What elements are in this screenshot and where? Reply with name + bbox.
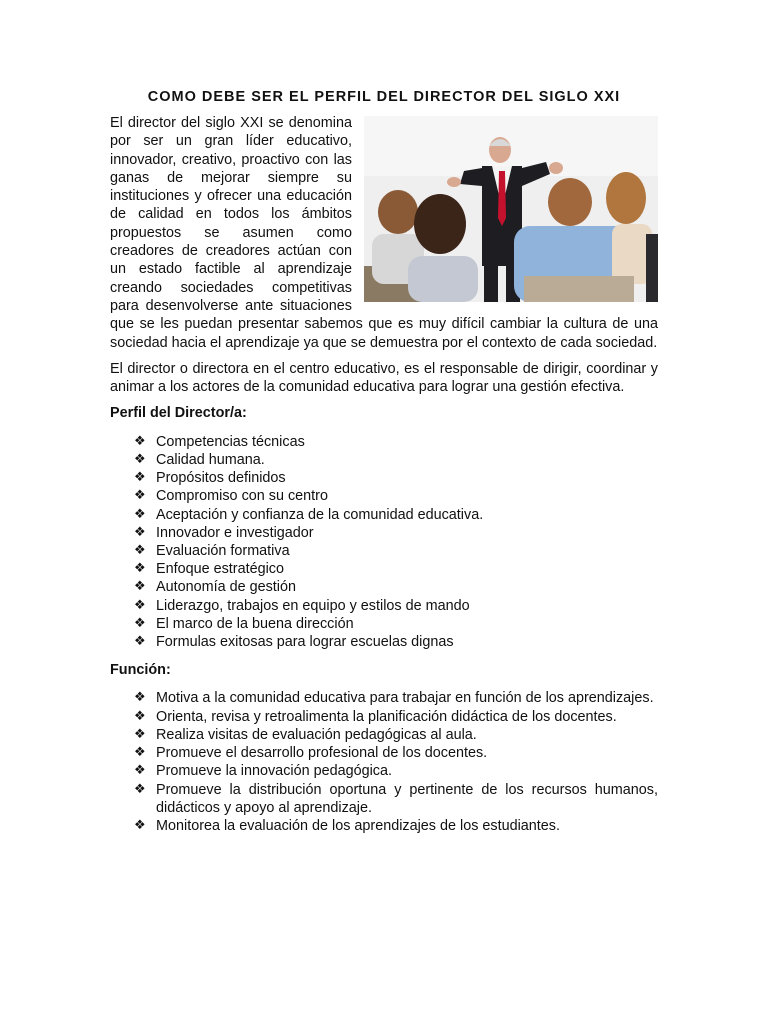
- perfil-heading: Perfil del Director/a:: [110, 405, 247, 422]
- document-page: [110, 88, 658, 845]
- bullet-icon: ❖: [134, 781, 146, 797]
- bullet-icon: ❖: [134, 763, 146, 779]
- list-item: ❖ Enfoque estratégico: [134, 561, 285, 578]
- bullet-icon: ❖: [134, 633, 146, 649]
- list-item: ❖ Aceptación y confianza de la comunidad educativa.: [134, 506, 484, 523]
- list-item: ❖ Orienta, revisa y retroalimenta la planificación didáctica de los docentes.: [134, 708, 617, 725]
- list-item: ❖ Motiva a la comunidad educativa para trabajar en función de los aprendizajes.: [134, 690, 654, 707]
- list-item: ❖ Promueve la innovación pedagógica.: [134, 763, 393, 780]
- funcion-list: [110, 689, 658, 835]
- list-item: ❖ Evaluación formativa: [134, 542, 290, 559]
- bullet-icon: ❖: [134, 690, 146, 706]
- bullet-icon: ❖: [134, 597, 146, 613]
- list-item: ❖ Realiza visitas de evaluación pedagógicas al aula.: [134, 726, 477, 743]
- bullet-icon: ❖: [134, 561, 146, 577]
- bullet-icon: ❖: [134, 506, 146, 522]
- list-item: ❖ Monitorea la evaluación de los aprendizajes de los estudiantes.: [134, 817, 560, 834]
- bullet-icon: ❖: [134, 708, 146, 724]
- list-item: ❖ El marco de la buena dirección: [134, 615, 354, 632]
- bullet-icon: ❖: [134, 726, 146, 742]
- bullet-icon: ❖: [134, 745, 146, 761]
- classroom-photo: [364, 116, 658, 302]
- bullet-icon: ❖: [134, 451, 146, 467]
- bullet-icon: ❖: [134, 615, 146, 631]
- lecture-illustration: [364, 116, 658, 302]
- bullet-icon: ❖: [134, 817, 146, 833]
- bullet-icon: ❖: [134, 488, 146, 504]
- list-item: ❖ Compromiso con su centro: [134, 488, 328, 505]
- funcion-heading: Función:: [110, 662, 171, 679]
- director-paragraph: El director o directora en el centro educativo, es el responsable de dirigir, coordinar y animar a los actores de la comunidad educativa para lograr una gestión efectiva.: [110, 360, 658, 396]
- list-item: ❖ Innovador e investigador: [134, 524, 314, 541]
- page-title: COMO DEBE SER EL PERFIL DEL DIRECTOR DEL SIGLO XXI: [147, 89, 621, 105]
- list-item: ❖ Promueve el desarrollo profesional de los docentes.: [134, 745, 488, 762]
- list-item: ❖ Promueve la distribución oportuna y pertinente de los recursos humanos, didácticos y apoyo al aprendizaje.: [134, 781, 658, 816]
- bullet-icon: ❖: [134, 433, 146, 449]
- bullet-icon: ❖: [134, 524, 146, 540]
- bullet-icon: ❖: [134, 542, 146, 558]
- list-item: ❖ Formulas exitosas para lograr escuelas dignas: [134, 633, 454, 650]
- perfil-list: [110, 433, 658, 651]
- list-item: ❖ Autonomía de gestión: [134, 579, 297, 596]
- intro-paragraph: El director del siglo XXI se denomina por ser un gran líder educativo, innovador, creativo, proactivo con las ganas de mejorar siempre su instituciones y ofrecer una educación de calidad en todos los ámbitos propuestos se asumen como creadores de creadores actúan con un estado factible al aprendizaje creando sociedades competitivas para desenvolverse ante situaciones que se les puedan presentar sabemos que es muy difícil cambiar la cultura de una sociedad hacia el aprendizaje ya que se demuestra por el contexto de cada sociedad.: [110, 115, 658, 351]
- list-item: ❖ Propósitos definidos: [134, 470, 286, 487]
- list-item: ❖ Liderazgo, trabajos en equipo y estilos de mando: [134, 597, 470, 614]
- bullet-icon: ❖: [134, 579, 146, 595]
- list-item: ❖ Calidad humana.: [134, 451, 265, 468]
- list-item: ❖ Competencias técnicas: [134, 433, 305, 450]
- bullet-icon: ❖: [134, 470, 146, 486]
